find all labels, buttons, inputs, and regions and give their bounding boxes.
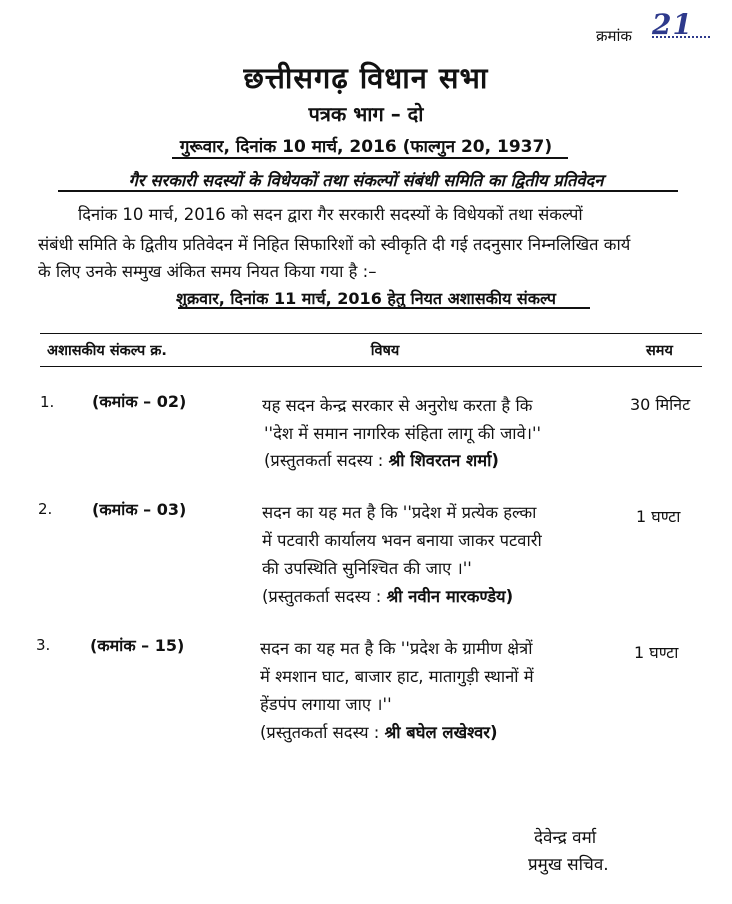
row-3-number: 3. [36,636,51,654]
bulletin-part-title: पत्रक भाग – दो [308,102,424,126]
row-2-text-line-2: में पटवारी कार्यालय भवन बनाया जाकर पटवारी [262,531,542,550]
schedule-heading: शुक्रवार, दिनांक 11 मार्च, 2016 हेतु नियत अशासकीय संकल्प [176,289,556,308]
column-header-subject: विषय [370,343,400,359]
row-3-text-line-2: में श्मशान घाट, बाजार हाट, मातागुड़ी स्थानों में [260,667,534,686]
row-1-mover-name: श्री शिवरतन शर्मा) [388,451,499,470]
row-1-mover [264,448,499,471]
row-1-code: (कमांक – 02) [92,392,187,411]
row-1-text-line-2: ''देश में समान नागरिक संहिता लागू की जावे।'' [264,424,542,443]
row-3-text-line-3: हेंडपंप लगाया जाए ।'' [260,695,392,714]
signatory-name: देवेन्द्र वर्मा [534,828,597,848]
serial-number: 21 [652,8,693,41]
row-2-number: 2. [38,500,53,518]
date-line: गुरूवार, दिनांक 10 मार्च, 2016 (फाल्गुन 20, 1937) [179,137,553,157]
signatory-designation: प्रमुख सचिव. [528,855,609,875]
row-2-mover [262,584,513,607]
row-3-mover [260,720,498,743]
schedule-underline [178,307,590,309]
row-2-text-line-1: सदन का यह मत है कि ''प्रदेश में प्रत्येक हल्का [262,503,537,522]
row-3-mover-name: श्री बघेल लखेश्वर) [384,723,498,742]
serial-label: क्रमांक [596,27,632,45]
assembly-title: छत्तीसगढ़ विधान सभा [243,61,489,95]
row-1-text-line-1: यह सदन केन्द्र सरकार से अनुरोध करता है कि [262,396,533,415]
report-heading: गैर सरकारी सदस्यों के विधेयकों तथा संकल्पों संबंधी समिति का द्वितीय प्रतिवेदन [128,171,604,190]
row-3-time: 1 घण्टा [634,643,679,662]
row-2-mover-name: श्री नवीन मारकण्डेय) [386,587,514,606]
row-1-number: 1. [40,393,55,411]
row-2-time: 1 घण्टा [636,507,681,526]
table-top-rule [40,333,702,334]
column-header-time: समय [646,343,673,359]
row-2-mover-prefix: (प्रस्तुतकर्ता सदस्य : [262,587,382,606]
intro-line-1: दिनांक 10 मार्च, 2016 को सदन द्वारा गैर सरकारी सदस्यों के विधेयकों तथा संकल्पों [78,205,583,224]
row-2-code: (कमांक – 03) [92,500,187,519]
row-3-text-line-1: सदन का यह मत है कि ''प्रदेश के ग्रामीण क्षेत्रों [260,639,533,658]
row-3-mover-prefix: (प्रस्तुतकर्ता सदस्य : [260,723,380,742]
row-1-time: 30 मिनिट [630,395,691,414]
intro-line-3: के लिए उनके सम्मुख अंकित समय नियत किया गया है :– [38,262,377,281]
report-underline [58,190,678,192]
serial-dotted-line [652,36,710,38]
row-3-code: (कमांक – 15) [90,636,185,655]
date-underline [172,157,568,159]
table-header-rule [40,366,702,367]
row-2-text-line-3: की उपस्थिति सुनिश्चित की जाए ।'' [262,559,472,578]
intro-line-2: संबंधी समिति के द्वितीय प्रतिवेदन में निहित सिफारिशों को स्वीकृति दी गई तदनुसार निम्नलिखित कार्य [38,235,631,254]
column-header-number: अशासकीय संकल्प क्र. [47,343,167,359]
row-1-mover-prefix: (प्रस्तुतकर्ता सदस्य : [264,451,384,470]
